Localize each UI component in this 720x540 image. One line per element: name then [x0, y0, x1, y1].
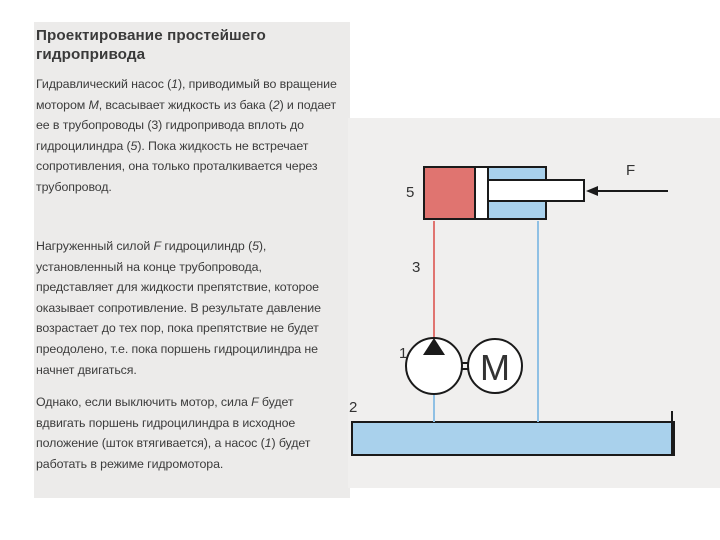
tank	[352, 422, 674, 455]
cylinder-piston	[475, 167, 488, 219]
force-label: F	[626, 162, 636, 179]
pipe-label: 3	[412, 259, 421, 276]
paragraph-pump-description: Гидравлический насос (1), приводимый во вращение мотором M, всасывает жидкость из бака (2) и подает ее в трубопроводы (3) гидропривода вплоть до гидроцилиндра (5). Пока жидкость не встречает сопротивления, она только проталкивается через трубопровод.	[36, 77, 337, 194]
cylinder-label: 5	[406, 184, 415, 201]
motor-label: M	[480, 347, 510, 388]
page-title: Проектирование простейшего гидропривода	[36, 27, 266, 63]
paragraph-motor-off: Однако, если выключить мотор, сила F будет вдвигать поршень гидроцилиндра в исходное положение (шток втягивается), а насос (1) будет работать в режиме гидромотора.	[36, 395, 311, 471]
paragraph-cylinder-load: Нагруженный силой F гидроцилиндр (5), установленный на конце трубопровода, представляет для жидкости препятствие, которое оказывает сопротивление. В результате давление возрастает до тех пор, пока препятствие не будет преодолено, т.е. пока поршень гидроцилиндра не начнет двигаться.	[36, 239, 321, 377]
force-arrow-head	[586, 186, 598, 196]
pump-label: 1	[399, 345, 408, 362]
cylinder-pressure-chamber	[424, 167, 475, 219]
tank-label: 2	[349, 399, 358, 416]
cylinder-rod	[488, 180, 584, 201]
